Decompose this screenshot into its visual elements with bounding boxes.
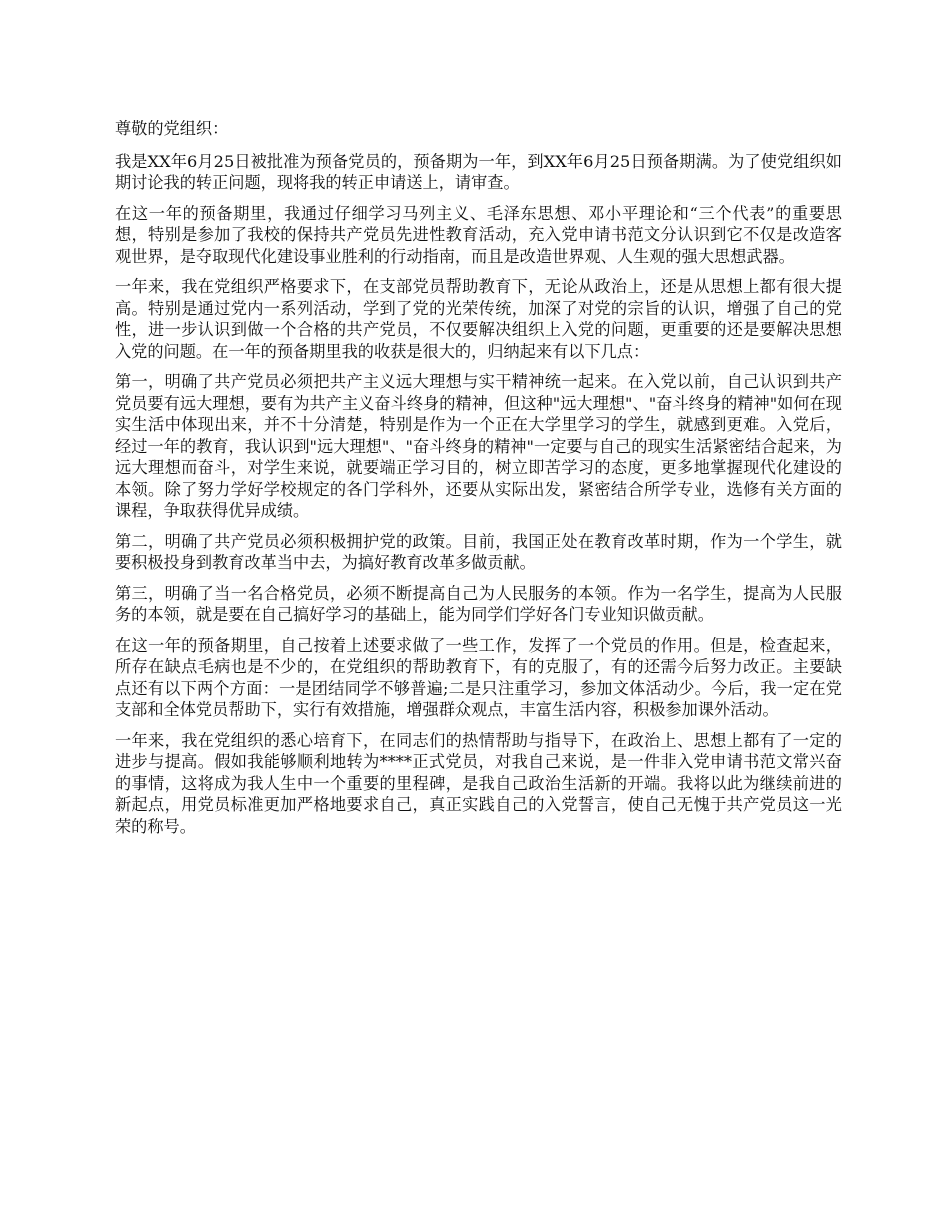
paragraph-shortcomings: 在这一年的预备期里，自己按着上述要求做了一些工作，发挥了一个党员的作用。但是，检查起来，所存在缺点毛病也是不少的，在党组织的帮助教育下，有的克服了，有的还需今后努力改正。主要缺点还有以下两个方面：一是团结同学不够普遍;二是只注重学习，参加文体活动少。今后，我一定在党支部和全体党员帮助下，实行有效措施，增强群众观点，丰富生活内容，积极参加课外活动。 — [115, 635, 842, 719]
paragraph-year-progress: 一年来，我在党组织严格要求下，在支部党员帮助教育下，无论从政治上，还是从思想上都有很大提高。特别是通过党内一系列活动，学到了党的光荣传统，加深了对党的宗旨的认识，增强了自己的党性，进一步认识到做一个合格的共产党员，不仅要解决组织上入党的问题，更重要的还是要解决思想入党的问题。在一年的预备期里我的收获是很大的，归纳起来有以下几点： — [115, 277, 842, 361]
document-body — [115, 118, 842, 846]
salutation: 尊敬的党组织： — [115, 119, 229, 138]
paragraph-conclusion: 一年来，我在党组织的悉心培育下，在同志们的热情帮助与指导下，在政治上、思想上都有了一定的进步与提高。假如我能够顺利地转为****正式党员，对我自己来说，是一件非入党申请书范文常兴奋的事情，这将成为我人生中一个重要的里程碑，是我自己政治生活新的开端。我将以此为继续前进的新起点，用党员标准更加严格地要求自己，真正实践自己的入党誓言，使自己无愧于共产党员这一光荣的称号。 — [115, 730, 842, 836]
paragraph-point-three: 第三，明确了当一名合格党员，必须不断提高自己为人民服务的本领。作为一名学生，提高为人民服务的本领，就是要在自己搞好学习的基础上，能为同学们学好各门专业知识做贡献。 — [115, 583, 842, 624]
paragraph-study-theory: 在这一年的预备期里，我通过仔细学习马列主义、毛泽东思想、邓小平理论和“三个代表”的重要思想，特别是参加了我校的保持共产党员先进性教育活动，充入党申请书范文分认识到它不仅是改造客观世界，是夺取现代化建设事业胜利的行动指南，而且是改造世界观、人生观的强大思想武器。 — [115, 203, 842, 266]
paragraph-point-one: 第一，明确了共产党员必须把共产主义远大理想与实干精神统一起来。在入党以前，自己认识到共产党员要有远大理想，要有为共产主义奋斗终身的精神，但这种"远大理想"、"奋斗终身的精神"如何在现实生活中体现出来，并不十分清楚，特别是作为一个正在大学里学习的学生，就感到更难。入党后，经过一年的教育，我认识到"远大理想"、"奋斗终身的精神"一定要与自己的现实生活紧密结合起来，为远大理想而奋斗，对学生来说，就要端正学习目的，树立即苦学习的态度，更多地掌握现代化建设的本领。除了努力学好学校规定的各门学科外，还要从实际出发，紧密结合所学专业，选修有关方面的课程，争取获得优异成绩。 — [115, 372, 842, 520]
paragraph-point-two: 第二，明确了共产党员必须积极拥护党的政策。目前，我国正处在教育改革时期，作为一个学生，就要积极投身到教育改革当中去，为搞好教育改革多做贡献。 — [115, 531, 842, 572]
paragraph-probation-period: 我是XX年6月25日被批准为预备党员的，预备期为一年，到XX年6月25日预备期满。为了使党组织如期讨论我的转正问题，现将我的转正申请送上，请审查。 — [115, 151, 842, 192]
